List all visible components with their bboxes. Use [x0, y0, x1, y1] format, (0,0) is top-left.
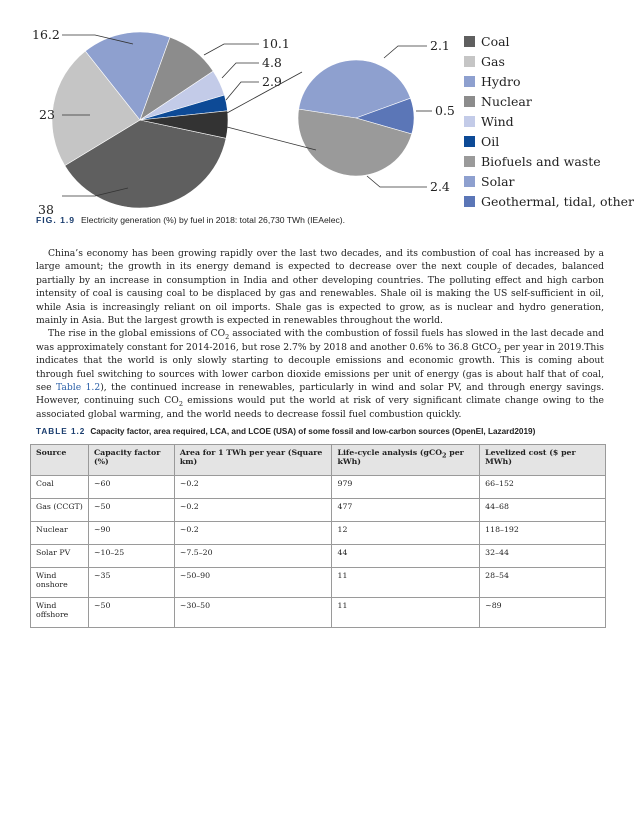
cell-area: ~30–50 — [174, 598, 332, 628]
label-biofuels: 2.4 — [430, 179, 450, 194]
label-nuclear: 10.1 — [262, 36, 290, 51]
legend-label-hydro: Hydro — [481, 74, 521, 89]
cell-lca: 12 — [332, 522, 480, 545]
table-row — [31, 545, 606, 568]
cell-cost: 118–192 — [480, 522, 606, 545]
subscript: 2 — [496, 346, 502, 355]
cell-source: Gas (CCGT) — [31, 499, 89, 522]
legend-swatch-gas — [464, 56, 475, 67]
label-geothermal: 0.5 — [435, 103, 455, 118]
cell-capacity: ~60 — [88, 476, 174, 499]
paragraph-1: China’s economy has been growing rapidly over the last two decades, and its combustion of coal has increased by a large amount; the growth in its energy demand is expected to decrease over the next couple of decades, balanced partially by an increase in consumption in India and other developing countries. The polluting effect and high carbon intensity of coal is causing coal to be displaced by gas and renewables. Shale oil is making the US self-sufficient in oil, while Asia is increasingly reliant on oil imports. Shale gas is expected to grow, as is nuclear and hydro generation, mainly in Asia. But the largest growth is expected in renewables throughout the world. — [36, 248, 604, 327]
cell-capacity: ~10–25 — [88, 545, 174, 568]
legend-label-biofuels: Biofuels and waste — [481, 154, 601, 169]
cell-source: Wind onshore — [31, 568, 89, 598]
data-table — [30, 444, 606, 628]
label-oil: 2.9 — [262, 74, 282, 89]
legend-swatch-geothermal — [464, 196, 475, 207]
cell-area: ~50–90 — [174, 568, 332, 598]
table-caption-text: Capacity factor, area required, LCA, and LCOE (USA) of some fossil and low-carbon sources (OpenEI, Lazard2019) — [90, 427, 536, 436]
label-gas: 23 — [39, 107, 55, 122]
figure-caption — [36, 215, 596, 225]
cell-lca: 979 — [332, 476, 480, 499]
cell-cost: 28–54 — [480, 568, 606, 598]
table-row — [31, 522, 606, 545]
leader-oil — [226, 82, 259, 100]
legend-label-geothermal: Geothermal, tidal, other — [481, 194, 634, 209]
legend-label-nuclear: Nuclear — [481, 94, 532, 109]
legend-swatch-hydro — [464, 76, 475, 87]
cell-lca: 44 — [332, 545, 480, 568]
legend-swatch-oil — [464, 136, 475, 147]
legend-swatch-solar — [464, 176, 475, 187]
cell-lca: 11 — [332, 568, 480, 598]
legend-label-wind: Wind — [481, 114, 514, 129]
cell-area: ~7.5–20 — [174, 545, 332, 568]
table-caption — [36, 427, 616, 436]
cell-source: Wind offshore — [31, 598, 89, 628]
cell-area: ~0.2 — [174, 476, 332, 499]
cell-cost: 44–68 — [480, 499, 606, 522]
cell-lca: 477 — [332, 499, 480, 522]
legend-swatch-nuclear — [464, 96, 475, 107]
legend-swatch-coal — [464, 36, 475, 47]
legend-label-oil: Oil — [481, 134, 500, 149]
cell-area: ~0.2 — [174, 522, 332, 545]
cell-capacity: ~50 — [88, 499, 174, 522]
leader-biofuels — [367, 176, 427, 187]
paragraph-2 — [36, 327, 604, 421]
cell-area: ~0.2 — [174, 499, 332, 522]
cell-cost: ~89 — [480, 598, 606, 628]
legend-label-solar: Solar — [481, 174, 515, 189]
cell-source: Coal — [31, 476, 89, 499]
leader-solar — [384, 46, 427, 58]
table-row — [31, 598, 606, 628]
cell-lca: 11 — [332, 598, 480, 628]
pie-chart — [0, 0, 638, 215]
label-coal: 38 — [38, 202, 54, 215]
legend-swatch-biofuels — [464, 156, 475, 167]
header-lca: Life-cycle analysis (gCO$_2$ per kWh) — [332, 445, 480, 476]
p2-part-a: The rise in the global emissions of CO — [48, 328, 226, 340]
table-header-row — [31, 445, 606, 476]
cell-source: Nuclear — [31, 522, 89, 545]
subscript: 2 — [178, 400, 183, 409]
header-source: Source — [31, 445, 89, 476]
table-reference-link[interactable]: Table 1.2 — [56, 382, 101, 394]
table-row — [31, 499, 606, 522]
legend-label-gas: Gas — [481, 54, 505, 69]
leader-wind — [222, 63, 259, 78]
table-row — [31, 568, 606, 598]
label-solar: 2.1 — [430, 38, 450, 53]
body-text — [36, 247, 604, 421]
subscript: 2 — [225, 333, 230, 342]
legend-swatch-wind — [464, 116, 475, 127]
figure-caption-text: Electricity generation (%) by fuel in 2018: total 26,730 TWh (IEAelec). — [81, 215, 346, 225]
header-cost: Levelized cost ($ per MWh) — [480, 445, 606, 476]
cell-capacity: ~90 — [88, 522, 174, 545]
p2-part-e: emissions would put the world at risk of very significant climate change owing to the associated global warming, and the world needs to decrease fossil fuel combustion quickly. — [36, 395, 604, 420]
header-area: Area for 1 TWh per year (Square km) — [174, 445, 332, 476]
figure-label: FIG. 1.9 — [36, 215, 76, 225]
cell-cost: 66–152 — [480, 476, 606, 499]
p2-part-d: ), the continued increase in renewables, particularly in wind and solar PV, and through energy savings. However, continuing such CO — [36, 382, 604, 407]
header-capacity: Capacity factor (%) — [88, 445, 174, 476]
label-hydro: 16.2 — [32, 27, 60, 42]
leader-nuclear — [204, 44, 259, 55]
p2-part-c: per year in 2019.This indicates that the world is only slowly starting to decouple emissions and economic growth. This is coming about through fuel switching to sources with lower carbon dioxide emissions per unit of energy (gas is about half that of coal, see — [36, 341, 604, 394]
cell-source: Solar PV — [31, 545, 89, 568]
table-label: TABLE 1.2 — [36, 427, 86, 436]
table-row — [31, 476, 606, 499]
cell-capacity: ~50 — [88, 598, 174, 628]
legend — [464, 34, 634, 209]
p2-part-b: associated with the combustion of fossil fuels has slowed in the last decade and was approximately constant for 2014-2016, but rose 2.7% by 2018 and another 0.6% to 36.8 GtCO — [36, 328, 604, 353]
legend-label-coal: Coal — [481, 34, 510, 49]
label-wind: 4.8 — [262, 55, 282, 70]
figure — [0, 0, 638, 232]
cell-cost: 32–44 — [480, 545, 606, 568]
cell-capacity: ~35 — [88, 568, 174, 598]
